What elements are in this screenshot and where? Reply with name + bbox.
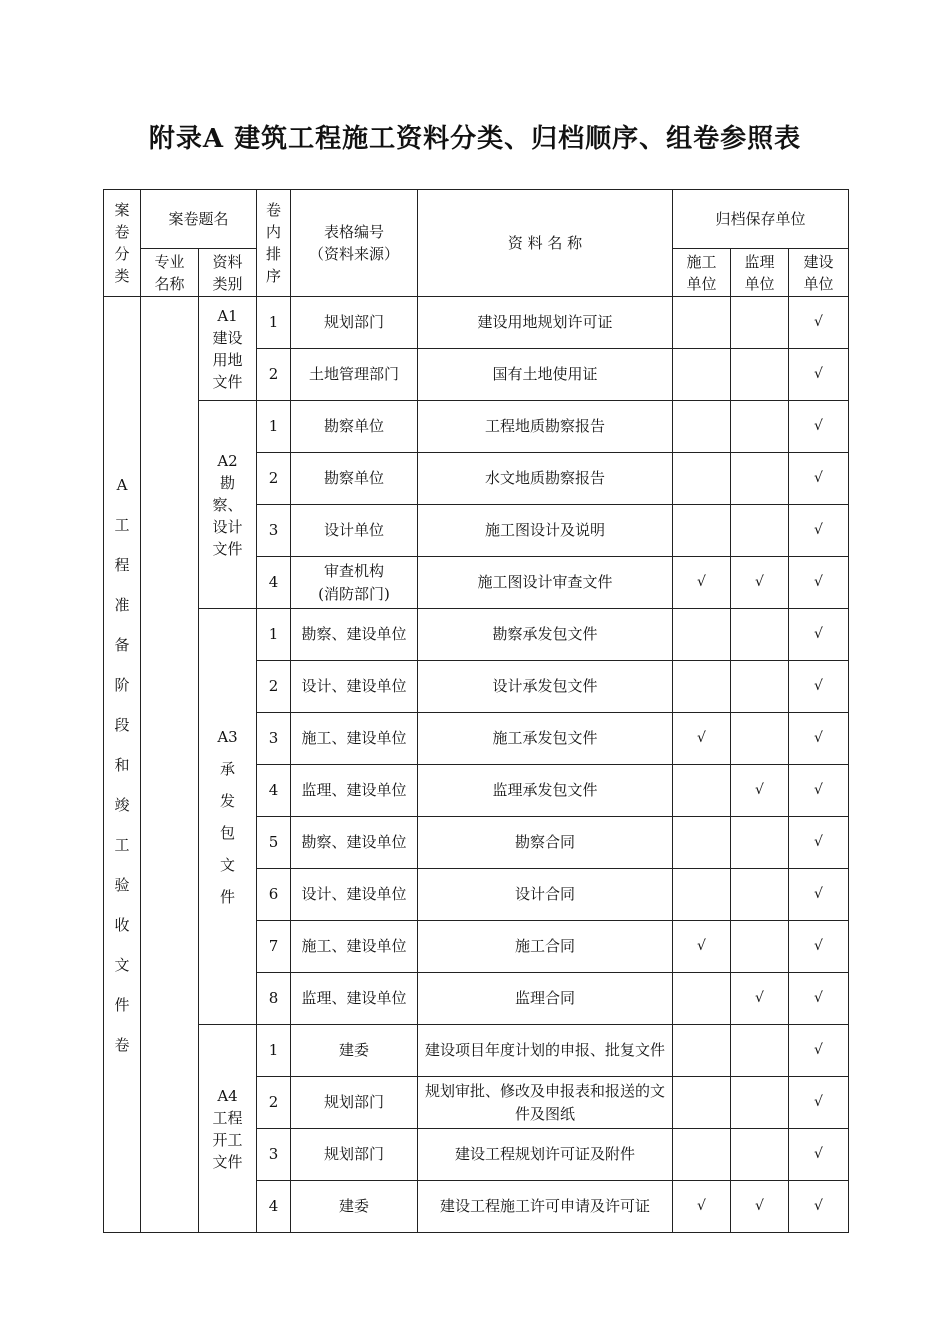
volume-label-char: 工 — [114, 835, 130, 854]
header-case-title: 案卷题名 — [141, 190, 257, 249]
row-order-no: 1 — [257, 1025, 291, 1077]
volume-label-char: 件 — [114, 995, 130, 1014]
row-data-name: 建设项目年度计划的申报、批复文件 — [418, 1025, 673, 1077]
header-data-category — [199, 249, 257, 297]
header-data-name: 资 料 名 称 — [418, 190, 673, 297]
row-owner-check: √ — [789, 297, 849, 349]
row-order-no: 2 — [257, 453, 291, 505]
header-unit-construction-line1: 施工 — [686, 252, 717, 271]
row-supervision-check — [731, 1129, 789, 1181]
archive-reference-table — [103, 189, 849, 1233]
header-major-name — [141, 249, 199, 297]
row-supervision-check: √ — [731, 973, 789, 1025]
row-data-name: 施工图设计及说明 — [418, 505, 673, 557]
row-source: 勘察、建设单位 — [291, 817, 418, 869]
group-label-line: 察、 — [212, 495, 243, 514]
header-case-class-c0: 案 — [114, 201, 130, 219]
row-data-name: 建设工程规划许可证及附件 — [418, 1129, 673, 1181]
volume-label-char: 段 — [114, 715, 130, 734]
group-label-line: A1 — [217, 306, 238, 325]
group-label-a1 — [199, 297, 257, 401]
row-data-name: 设计承发包文件 — [418, 661, 673, 713]
row-data-name: 建设用地规划许可证 — [418, 297, 673, 349]
header-unit-construction — [673, 249, 731, 297]
volume-label-char: 竣 — [114, 795, 130, 814]
group-label-line: 工程 — [212, 1108, 243, 1127]
header-case-class-c3: 类 — [114, 267, 130, 285]
row-data-name: 施工图设计审查文件 — [418, 557, 673, 609]
volume-label-char: 阶 — [114, 675, 130, 694]
table-row — [104, 401, 849, 453]
row-owner-check: √ — [789, 817, 849, 869]
header-order — [257, 190, 291, 297]
group-label-line: 设计 — [212, 517, 243, 536]
row-construction-check — [673, 869, 731, 921]
row-source: 施工、建设单位 — [291, 921, 418, 973]
row-construction-check: √ — [673, 557, 731, 609]
row-data-name: 监理承发包文件 — [418, 765, 673, 817]
row-source: 监理、建设单位 — [291, 765, 418, 817]
row-supervision-check: √ — [731, 765, 789, 817]
row-data-name: 工程地质勘察报告 — [418, 401, 673, 453]
row-supervision-check — [731, 869, 789, 921]
row-owner-check: √ — [789, 609, 849, 661]
row-supervision-check — [731, 661, 789, 713]
row-owner-check: √ — [789, 1129, 849, 1181]
group-label-line: 文件 — [212, 539, 243, 558]
volume-label-char: 文 — [114, 955, 130, 974]
row-supervision-check: √ — [731, 1181, 789, 1233]
volume-label-char: 准 — [114, 595, 130, 614]
row-supervision-check — [731, 401, 789, 453]
row-data-name: 设计合同 — [418, 869, 673, 921]
row-source: 建委 — [291, 1181, 418, 1233]
row-data-name: 勘察合同 — [418, 817, 673, 869]
row-source: 建委 — [291, 1025, 418, 1077]
group-label-line: A3 — [217, 727, 238, 746]
group-label-line: 件 — [220, 887, 236, 906]
row-owner-check: √ — [789, 1077, 849, 1129]
volume-label-char: 验 — [114, 875, 130, 894]
row-construction-check: √ — [673, 713, 731, 765]
group-label-a4 — [199, 1025, 257, 1233]
header-order-c2: 排 — [266, 245, 282, 263]
row-source: 规划部门 — [291, 1077, 418, 1129]
group-label-line: 发 — [220, 791, 236, 810]
row-order-no: 7 — [257, 921, 291, 973]
row-data-name: 施工合同 — [418, 921, 673, 973]
header-form-no-line2: （资料来源） — [309, 245, 400, 263]
row-data-name: 国有土地使用证 — [418, 349, 673, 401]
row-construction-check: √ — [673, 921, 731, 973]
row-source: 设计单位 — [291, 505, 418, 557]
row-order-no: 4 — [257, 557, 291, 609]
volume-label — [104, 297, 141, 1233]
row-owner-check: √ — [789, 869, 849, 921]
row-construction-check — [673, 609, 731, 661]
group-label-line: 承 — [220, 759, 236, 778]
header-case-class-c1: 卷 — [114, 223, 130, 241]
row-source: 设计、建设单位 — [291, 869, 418, 921]
header-unit-supervision — [731, 249, 789, 297]
row-supervision-check — [731, 453, 789, 505]
row-source: 施工、建设单位 — [291, 713, 418, 765]
row-order-no: 1 — [257, 401, 291, 453]
row-supervision-check — [731, 921, 789, 973]
row-owner-check: √ — [789, 453, 849, 505]
header-case-class-c2: 分 — [114, 245, 130, 263]
group-label-line: 用地 — [212, 350, 243, 369]
header-unit-owner-line2: 单位 — [803, 274, 834, 293]
major-name-cell — [141, 297, 199, 1233]
row-data-name: 建设工程施工许可申请及许可证 — [418, 1181, 673, 1233]
header-major-name-line2: 名称 — [154, 274, 185, 293]
row-data-name: 勘察承发包文件 — [418, 609, 673, 661]
row-source: 勘察、建设单位 — [291, 609, 418, 661]
row-order-no: 8 — [257, 973, 291, 1025]
header-form-no — [291, 190, 418, 297]
row-owner-check: √ — [789, 765, 849, 817]
header-form-no-line1: 表格编号 — [324, 223, 385, 241]
row-supervision-check — [731, 1025, 789, 1077]
group-label-line: 包 — [220, 823, 236, 842]
row-construction-check: √ — [673, 1181, 731, 1233]
group-label-a2 — [199, 401, 257, 609]
row-construction-check — [673, 1129, 731, 1181]
table-row — [104, 1025, 849, 1077]
row-owner-check: √ — [789, 557, 849, 609]
row-supervision-check — [731, 817, 789, 869]
row-construction-check — [673, 453, 731, 505]
row-owner-check: √ — [789, 921, 849, 973]
row-data-name: 施工承发包文件 — [418, 713, 673, 765]
row-source: 土地管理部门 — [291, 349, 418, 401]
header-major-name-line1: 专业 — [154, 252, 185, 271]
row-owner-check: √ — [789, 1025, 849, 1077]
volume-label-char: 和 — [114, 755, 130, 774]
volume-label-char: 备 — [114, 635, 130, 654]
row-owner-check: √ — [789, 713, 849, 765]
group-label-line: A2 — [217, 451, 238, 470]
group-label-line: 勘 — [220, 473, 236, 492]
header-data-category-line1: 资料 — [212, 252, 243, 271]
group-label-line: 文件 — [212, 372, 243, 391]
header-unit-construction-line2: 单位 — [686, 274, 717, 293]
table-row — [104, 297, 849, 349]
row-source: 勘察单位 — [291, 401, 418, 453]
row-source: 规划部门 — [291, 1129, 418, 1181]
table-body — [104, 297, 849, 1233]
row-order-no: 4 — [257, 765, 291, 817]
header-order-c3: 序 — [266, 267, 282, 285]
row-data-name: 监理合同 — [418, 973, 673, 1025]
row-source: 规划部门 — [291, 297, 418, 349]
row-construction-check — [673, 973, 731, 1025]
row-order-no: 3 — [257, 505, 291, 557]
header-order-c0: 卷 — [266, 201, 282, 219]
row-order-no: 3 — [257, 1129, 291, 1181]
row-order-no: 5 — [257, 817, 291, 869]
row-owner-check: √ — [789, 1181, 849, 1233]
row-construction-check — [673, 349, 731, 401]
group-label-line: A4 — [217, 1086, 238, 1105]
row-construction-check — [673, 505, 731, 557]
row-construction-check — [673, 297, 731, 349]
row-owner-check: √ — [789, 661, 849, 713]
row-order-no: 2 — [257, 1077, 291, 1129]
page-title: 附录A 建筑工程施工资料分类、归档顺序、组卷参照表 — [148, 124, 802, 154]
row-supervision-check — [731, 297, 789, 349]
header-unit-supervision-line2: 单位 — [744, 274, 775, 293]
volume-label-char: 收 — [114, 915, 130, 934]
row-order-no: 1 — [257, 609, 291, 661]
row-construction-check — [673, 1025, 731, 1077]
row-construction-check — [673, 1077, 731, 1129]
volume-label-char: 程 — [114, 555, 130, 574]
group-label-line: 文件 — [212, 1152, 243, 1171]
row-source: 设计、建设单位 — [291, 661, 418, 713]
row-source: 监理、建设单位 — [291, 973, 418, 1025]
row-order-no: 2 — [257, 349, 291, 401]
header-data-category-line2: 类别 — [212, 274, 243, 293]
row-supervision-check — [731, 505, 789, 557]
row-construction-check — [673, 661, 731, 713]
table-row — [104, 609, 849, 661]
row-data-name: 规划审批、修改及申报表和报送的文件及图纸 — [418, 1077, 673, 1129]
group-label-a3 — [199, 609, 257, 1025]
header-unit-supervision-line1: 监理 — [744, 252, 775, 271]
row-data-name: 水文地质勘察报告 — [418, 453, 673, 505]
row-order-no: 6 — [257, 869, 291, 921]
row-owner-check: √ — [789, 349, 849, 401]
row-supervision-check — [731, 609, 789, 661]
row-order-no: 2 — [257, 661, 291, 713]
row-supervision-check — [731, 1077, 789, 1129]
row-order-no: 1 — [257, 297, 291, 349]
row-supervision-check: √ — [731, 557, 789, 609]
row-source: 审查机构 (消防部门) — [291, 557, 418, 609]
row-construction-check — [673, 765, 731, 817]
header-unit-owner-line1: 建设 — [803, 252, 834, 271]
header-order-c1: 内 — [266, 223, 282, 241]
row-order-no: 4 — [257, 1181, 291, 1233]
row-supervision-check — [731, 713, 789, 765]
row-order-no: 3 — [257, 713, 291, 765]
row-source: 勘察单位 — [291, 453, 418, 505]
header-unit-owner — [789, 249, 849, 297]
row-owner-check: √ — [789, 401, 849, 453]
row-construction-check — [673, 401, 731, 453]
group-label-line: 建设 — [212, 328, 243, 347]
group-label-line: 文 — [220, 855, 236, 874]
volume-label-char: A — [116, 475, 128, 494]
volume-label-char: 卷 — [114, 1035, 130, 1054]
header-archive-units: 归档保存单位 — [673, 190, 849, 249]
row-construction-check — [673, 817, 731, 869]
row-supervision-check — [731, 349, 789, 401]
group-label-line: 开工 — [212, 1130, 243, 1149]
row-owner-check: √ — [789, 505, 849, 557]
volume-label-char: 工 — [114, 515, 130, 534]
header-case-class — [104, 190, 141, 297]
row-owner-check: √ — [789, 973, 849, 1025]
